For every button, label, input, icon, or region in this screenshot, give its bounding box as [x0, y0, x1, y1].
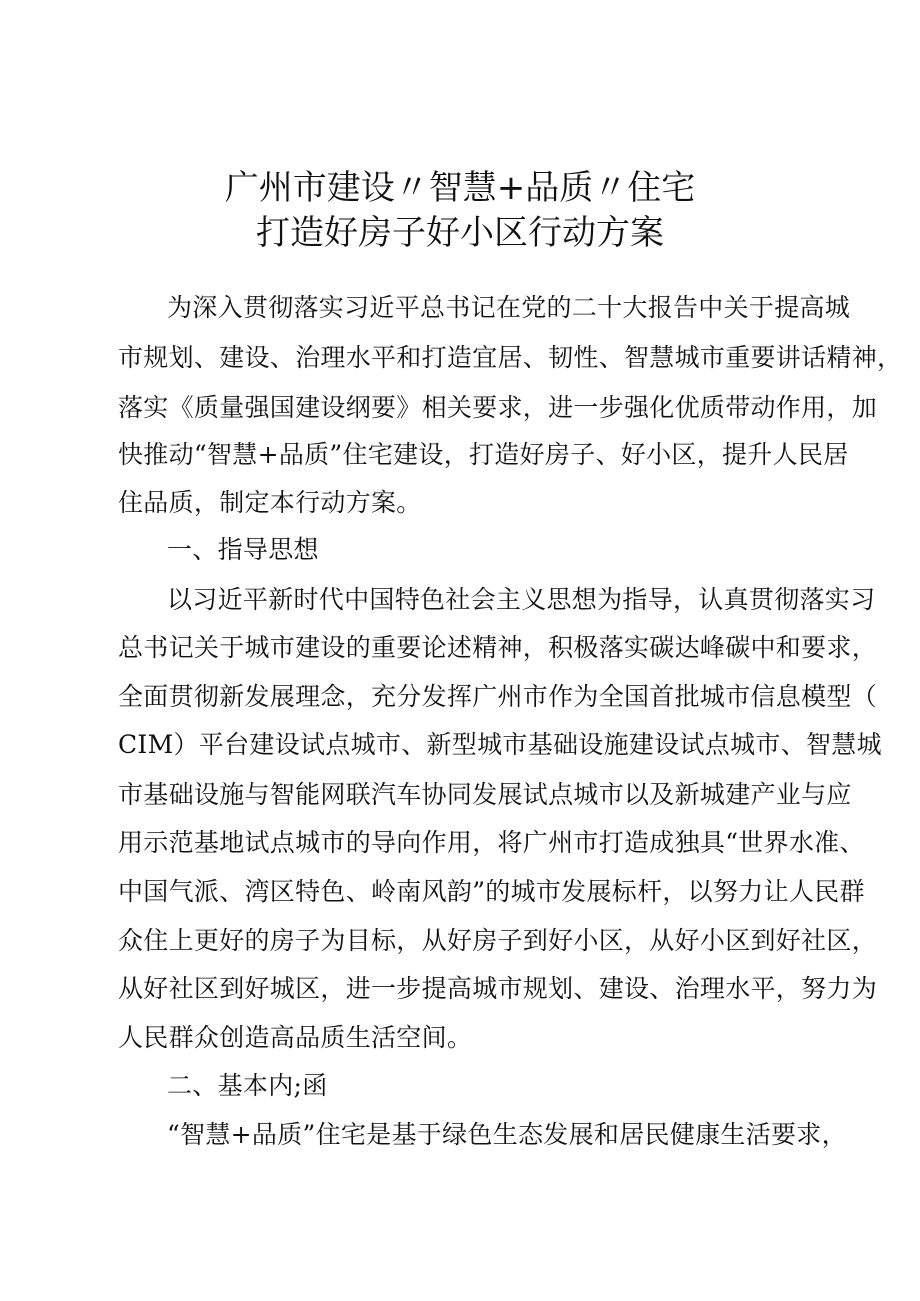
section1-line: 人民群众创造高品质生活空间。	[118, 1023, 473, 1052]
section1-line: 以习近平新时代中国特色社会主义思想为指导，认真贯彻落实习	[167, 585, 876, 614]
section1-line: 总书记关于城市建设的重要论述精神，积极落实碳达峰碳中和要求，	[118, 633, 878, 662]
section-heading: 一、指导思想	[167, 535, 319, 564]
section1-line: 从好社区到好城区，进一步提高城市规划、建设、治理水平，努力为	[118, 974, 878, 1003]
intro-line: 落实《质量强国建设纲要》相关要求，进一步强化优质带动作用，加	[118, 393, 878, 422]
section1-line: CIM）平台建设试点城市、新型城市基础设施建设试点城市、智慧城	[118, 730, 882, 759]
document-title-line1: 广州市建设〃智慧+品质〃住宅	[224, 168, 696, 208]
intro-line: 为深入贯彻落实习近平总书记在党的二十大报告中关于提高城	[167, 293, 851, 322]
document-title-line2: 打造好房子好小区行动方案	[256, 213, 664, 253]
section1-line: 市基础设施与智能网联汽车协同发展试点城市以及新城建产业与应	[118, 780, 852, 809]
intro-line: 快推动“智慧+品质”住宅建设，打造好房子、好小区，提升人民居	[118, 440, 849, 469]
section2-line: “智慧+品质”住宅是基于绿色生态发展和居民健康生活要求，	[167, 1120, 847, 1149]
section1-line: 众住上更好的房子为目标，从好房子到好小区，从好小区到好社区，	[118, 926, 878, 955]
section1-line: 用示范基地试点城市的导向作用，将广州市打造成独具“世界水准、	[118, 828, 865, 857]
intro-line: 住品质，制定本行动方案。	[118, 488, 422, 517]
section1-line: 全面贯彻新发展理念，充分发挥广州市作为全国首批城市信息模型（	[118, 682, 878, 711]
section1-line: 中国气派、湾区特色、岭南风韵”的城市发展标杆，以努力让人民群	[118, 877, 865, 906]
intro-line: 市规划、建设、治理水平和打造宜居、韧性、智慧城市重要讲话精神，	[118, 343, 903, 372]
section-heading: 二、基本内;函	[167, 1071, 328, 1100]
